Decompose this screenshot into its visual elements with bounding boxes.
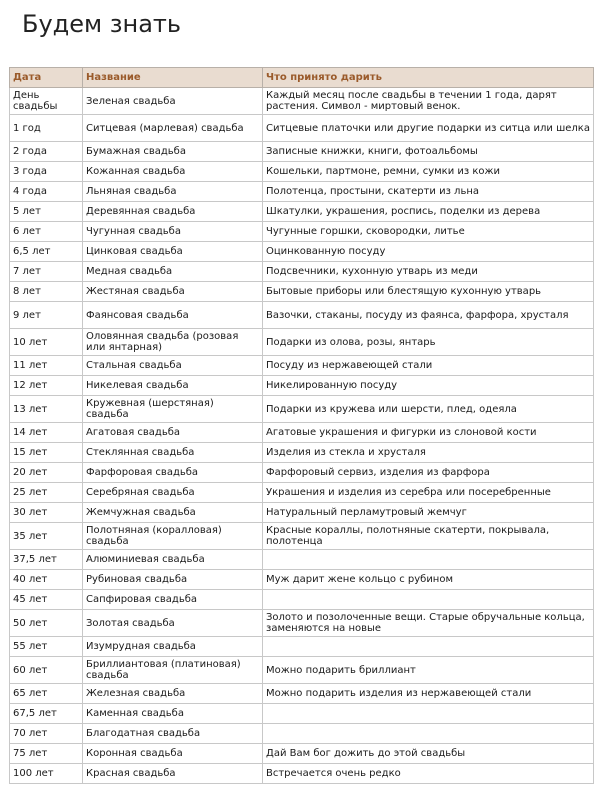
cell-name: Деревянная свадьба (83, 202, 263, 222)
table-row (10, 356, 594, 376)
cell-name: Жестяная свадьба (83, 282, 263, 302)
cell-date: 2 года (10, 142, 83, 162)
cell-gift: Шкатулки, украшения, роспись, поделки из дерева (263, 202, 594, 222)
cell-gift: Встречается очень редко (263, 764, 594, 784)
table-row (10, 724, 594, 744)
cell-date: 45 лет (10, 590, 83, 610)
cell-name: Жемчужная свадьба (83, 503, 263, 523)
cell-gift: Бытовые приборы или блестящую кухонную утварь (263, 282, 594, 302)
cell-date: 100 лет (10, 764, 83, 784)
cell-name: Сапфировая свадьба (83, 590, 263, 610)
cell-gift: Фарфоровый сервиз, изделия из фарфора (263, 463, 594, 483)
table-row (10, 222, 594, 242)
cell-gift: Оцинкованную посуду (263, 242, 594, 262)
table-row (10, 550, 594, 570)
table-row (10, 503, 594, 523)
cell-date: 75 лет (10, 744, 83, 764)
cell-name: Каменная свадьба (83, 704, 263, 724)
cell-gift: Можно подарить бриллиант (263, 657, 594, 684)
cell-gift: Красные кораллы, полотняные скатерти, покрывала, полотенца (263, 523, 594, 550)
cell-gift: Вазочки, стаканы, посуду из фаянса, фарфора, хрусталя (263, 302, 594, 329)
cell-date: 65 лет (10, 684, 83, 704)
cell-gift: Полотенца, простыни, скатерти из льна (263, 182, 594, 202)
table-row (10, 684, 594, 704)
table-row (10, 329, 594, 356)
cell-date: 30 лет (10, 503, 83, 523)
cell-gift: Посуду из нержавеющей стали (263, 356, 594, 376)
cell-name: Полотняная (коралловая) свадьба (83, 523, 263, 550)
cell-gift: Натуральный перламутровый жемчуг (263, 503, 594, 523)
cell-date: 25 лет (10, 483, 83, 503)
cell-date: 67,5 лет (10, 704, 83, 724)
cell-name: Золотая свадьба (83, 610, 263, 637)
cell-date: 1 год (10, 115, 83, 142)
table-row (10, 590, 594, 610)
table-row (10, 483, 594, 503)
cell-date: 70 лет (10, 724, 83, 744)
table-row (10, 142, 594, 162)
cell-name: Рубиновая свадьба (83, 570, 263, 590)
cell-date: 50 лет (10, 610, 83, 637)
cell-name: Серебряная свадьба (83, 483, 263, 503)
cell-date: 7 лет (10, 262, 83, 282)
cell-name: Фарфоровая свадьба (83, 463, 263, 483)
cell-gift: Муж дарит жене кольцо с рубином (263, 570, 594, 590)
cell-name: Красная свадьба (83, 764, 263, 784)
cell-date: 20 лет (10, 463, 83, 483)
cell-date: 8 лет (10, 282, 83, 302)
cell-date: 55 лет (10, 637, 83, 657)
cell-name: Агатовая свадьба (83, 423, 263, 443)
anniversary-table (9, 67, 594, 784)
cell-date: 37,5 лет (10, 550, 83, 570)
table-row (10, 570, 594, 590)
cell-name: Зеленая свадьба (83, 88, 263, 115)
cell-gift: Изделия из стекла и хрусталя (263, 443, 594, 463)
cell-gift: Подарки из кружева или шерсти, плед, одеяла (263, 396, 594, 423)
table-row (10, 610, 594, 637)
table-row (10, 376, 594, 396)
cell-date: 11 лет (10, 356, 83, 376)
table-row (10, 182, 594, 202)
cell-name: Железная свадьба (83, 684, 263, 704)
table-row (10, 744, 594, 764)
cell-name: Оловянная свадьба (розовая или янтарная) (83, 329, 263, 356)
cell-gift: Кошельки, партмоне, ремни, сумки из кожи (263, 162, 594, 182)
cell-name: Чугунная свадьба (83, 222, 263, 242)
cell-date: 6 лет (10, 222, 83, 242)
table-row (10, 657, 594, 684)
page-title: Будем знать (22, 10, 182, 38)
table-row (10, 463, 594, 483)
cell-name: Изумрудная свадьба (83, 637, 263, 657)
cell-name: Кружевная (шерстяная) свадьба (83, 396, 263, 423)
cell-name: Фаянсовая свадьба (83, 302, 263, 329)
cell-name: Стальная свадьба (83, 356, 263, 376)
cell-gift (263, 724, 594, 744)
cell-name: Никелевая свадьба (83, 376, 263, 396)
column-header-name: Название (83, 68, 263, 88)
cell-date: 40 лет (10, 570, 83, 590)
cell-name: Бумажная свадьба (83, 142, 263, 162)
cell-date: 6,5 лет (10, 242, 83, 262)
cell-date: 35 лет (10, 523, 83, 550)
cell-date: 15 лет (10, 443, 83, 463)
table-row (10, 242, 594, 262)
cell-gift: Дай Вам бог дожить до этой свадьбы (263, 744, 594, 764)
table-row (10, 302, 594, 329)
cell-name: Льняная свадьба (83, 182, 263, 202)
cell-gift (263, 637, 594, 657)
cell-gift (263, 550, 594, 570)
table-row (10, 764, 594, 784)
table-row (10, 443, 594, 463)
cell-date: 5 лет (10, 202, 83, 222)
cell-date: 3 года (10, 162, 83, 182)
table-row (10, 523, 594, 550)
table-row (10, 396, 594, 423)
cell-gift: Золото и позолоченные вещи. Старые обручальные кольца, заменяются на новые (263, 610, 594, 637)
cell-date: 13 лет (10, 396, 83, 423)
cell-gift: Чугунные горшки, сковородки, литье (263, 222, 594, 242)
table-row (10, 704, 594, 724)
column-header-gift: Что принято дарить (263, 68, 594, 88)
column-header-date: Дата (10, 68, 83, 88)
cell-gift: Подсвечники, кухонную утварь из меди (263, 262, 594, 282)
table-row (10, 162, 594, 182)
cell-gift: Каждый месяц после свадьбы в течении 1 года, дарят растения. Символ - миртовый венок. (263, 88, 594, 115)
cell-name: Коронная свадьба (83, 744, 263, 764)
cell-gift: Можно подарить изделия из нержавеющей стали (263, 684, 594, 704)
cell-name: Цинковая свадьба (83, 242, 263, 262)
cell-name: Стеклянная свадьба (83, 443, 263, 463)
table-header-row (10, 68, 594, 88)
cell-gift: Подарки из олова, розы, янтарь (263, 329, 594, 356)
cell-date: 12 лет (10, 376, 83, 396)
cell-date: 4 года (10, 182, 83, 202)
cell-name: Медная свадьба (83, 262, 263, 282)
table-row (10, 262, 594, 282)
cell-date: 60 лет (10, 657, 83, 684)
cell-gift: Агатовые украшения и фигурки из слоновой кости (263, 423, 594, 443)
cell-gift: Ситцевые платочки или другие подарки из ситца или шелка (263, 115, 594, 142)
cell-gift (263, 590, 594, 610)
table-row (10, 637, 594, 657)
cell-gift: Украшения и изделия из серебра или посеребренные (263, 483, 594, 503)
table-row (10, 282, 594, 302)
cell-date: 9 лет (10, 302, 83, 329)
table-row (10, 115, 594, 142)
cell-name: Кожанная свадьба (83, 162, 263, 182)
table-row (10, 423, 594, 443)
cell-date: 14 лет (10, 423, 83, 443)
cell-name: Алюминиевая свадьба (83, 550, 263, 570)
cell-name: Бриллиантовая (платиновая) свадьба (83, 657, 263, 684)
cell-gift: Никелированную посуду (263, 376, 594, 396)
cell-gift: Записные книжки, книги, фотоальбомы (263, 142, 594, 162)
cell-name: Ситцевая (марлевая) свадьба (83, 115, 263, 142)
cell-name: Благодатная свадьба (83, 724, 263, 744)
table-row (10, 88, 594, 115)
cell-date: День свадьбы (10, 88, 83, 115)
table-row (10, 202, 594, 222)
cell-gift (263, 704, 594, 724)
cell-date: 10 лет (10, 329, 83, 356)
